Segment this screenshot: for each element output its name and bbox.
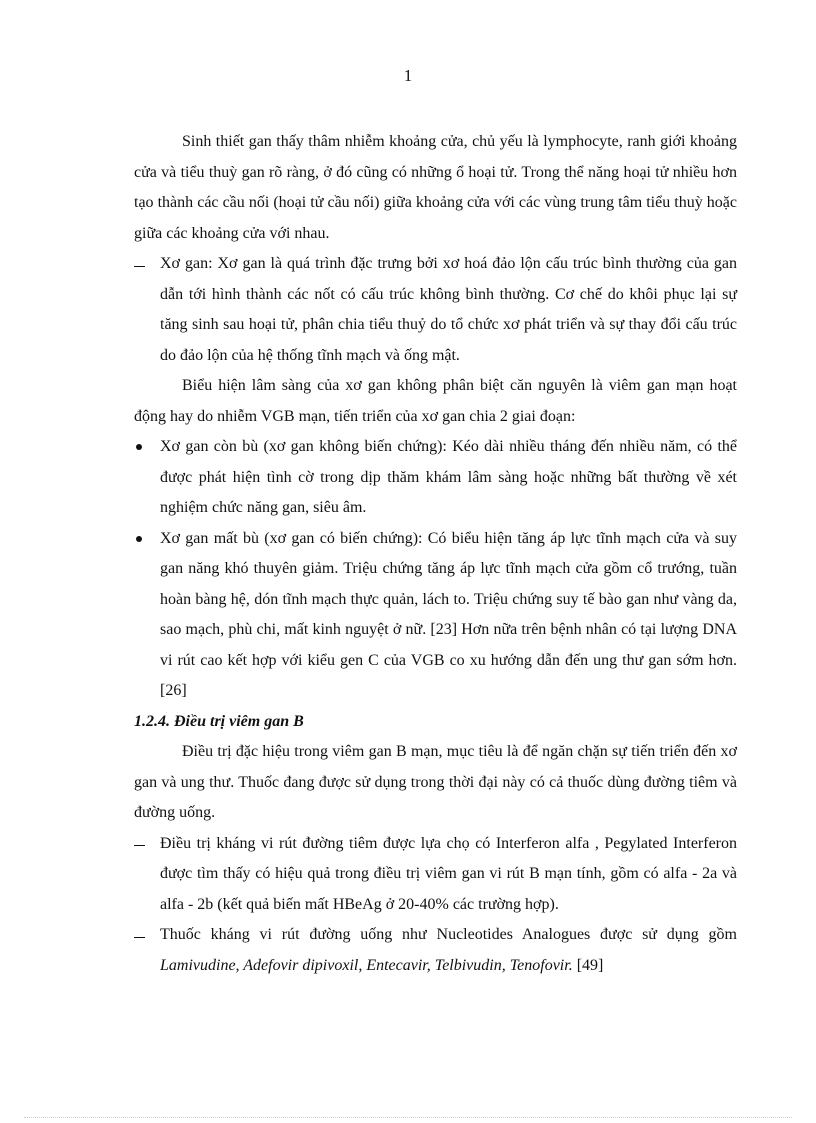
dash-item-oral [134,920,737,981]
paragraph-treatment: Điều trị đặc hiệu trong viêm gan B mạn, mục tiêu là để ngăn chặn sự tiến triển đến xơ gan và ung thư. Thuốc đang được sử dụng trong thời đại này có cả thuốc dùng đường tiêm và đường uống. [134,743,737,821]
drug-list: Lamivudine, Adefovir dipivoxil, Entecavir, Telbivudin, Tenofovir. [160,956,573,974]
dash-item-lead-text: Thuốc kháng vi rút đường uống như Nucleotides Analogues được sử dụng gồm [160,926,737,943]
page-number: 1 [403,66,413,85]
citation: [49] [576,956,604,974]
dash-marker [134,249,154,280]
section-heading: 1.2.4. Điều trị viêm gan B [134,712,304,730]
document-body [134,127,737,981]
dash-marker [134,920,154,951]
bullet-marker [134,524,154,555]
bullet-item-text: Xơ gan còn bù (xơ gan không biến chứng): Kéo dài nhiều tháng đến nhiều năm, có thể được phát hiện tình cờ trong dịp thăm khám lâm sàng hoặc những bất thường về xét nghiệm chức năng gan, siêu âm. [160,438,737,516]
dash-marker [134,829,154,860]
dash-item-text: Xơ gan: Xơ gan là quá trình đặc trưng bởi xơ hoá đảo lộn cấu trúc bình thường của gan dẫn tới hình thành các nốt có cấu trúc không bình thường. Cơ chế do khôi phục lại sự tăng sinh sau hoại tử, phân chia tiểu thuỷ do tổ chức xơ phát triển và sự thay đổi cấu trúc do đảo lộn của hệ thống tĩnh mạch và ống mật. [160,255,737,364]
dash-item-cirrhosis [134,249,737,371]
bullet-marker [134,432,154,463]
dash-item-injection [134,829,737,921]
page-bottom-rule [24,1117,792,1118]
paragraph-biopsy: Sinh thiết gan thấy thâm nhiễm khoảng cửa, chủ yếu là lymphocyte, ranh giới khoảng cửa và tiểu thuỳ gan rõ ràng, ở đó cũng có những ổ hoại tử. Trong thể năng hoại tử nhiều hơn tạo thành các cầu nối (hoại tử cầu nối) giữa khoảng cửa với các vùng trung tâm tiểu thuỳ hoặc giữa các khoảng cửa với nhau. [134,133,737,242]
dash-item-text: Điều trị kháng vi rút đường tiêm được lựa chọ có Interferon alfa , Pegylated Interferon được tìm thấy có hiệu quả trong điều trị viêm gan vi rút B mạn tính, gồm có alfa - 2a và alfa - 2b (kết quả biến mất HBeAg ở 20-40% các trường hợp). [160,834,737,913]
bullet-item-compensated [134,432,737,524]
bullet-item-decompensated [134,524,737,707]
paragraph-clinical: Biểu hiện lâm sàng của xơ gan không phân biệt căn nguyên là viêm gan mạn hoạt động hay do nhiễm VGB mạn, tiến triển của xơ gan chia 2 giai đoạn: [134,377,737,425]
bullet-item-text: Xơ gan mất bù (xơ gan có biến chứng): Có biểu hiện tăng áp lực tĩnh mạch cửa và suy gan năng khó thuyên giảm. Triệu chứng tăng áp lực tĩnh mạch cửa gồm cổ trướng, tuần hoàn bàng hệ, dón tĩnh mạch thực quản, lách to. Triệu chứng suy tế bào gan như vàng da, sao mạch, phù chi, mất kinh nguyệt ở nữ. [23] Hơn nữa trên bệnh nhân có tại lượng DNA vi rút cao kết hợp với kiểu gen C của VGB co xu hướng dẫn đến ung thư gan sớm hơn. [26] [160,529,737,699]
